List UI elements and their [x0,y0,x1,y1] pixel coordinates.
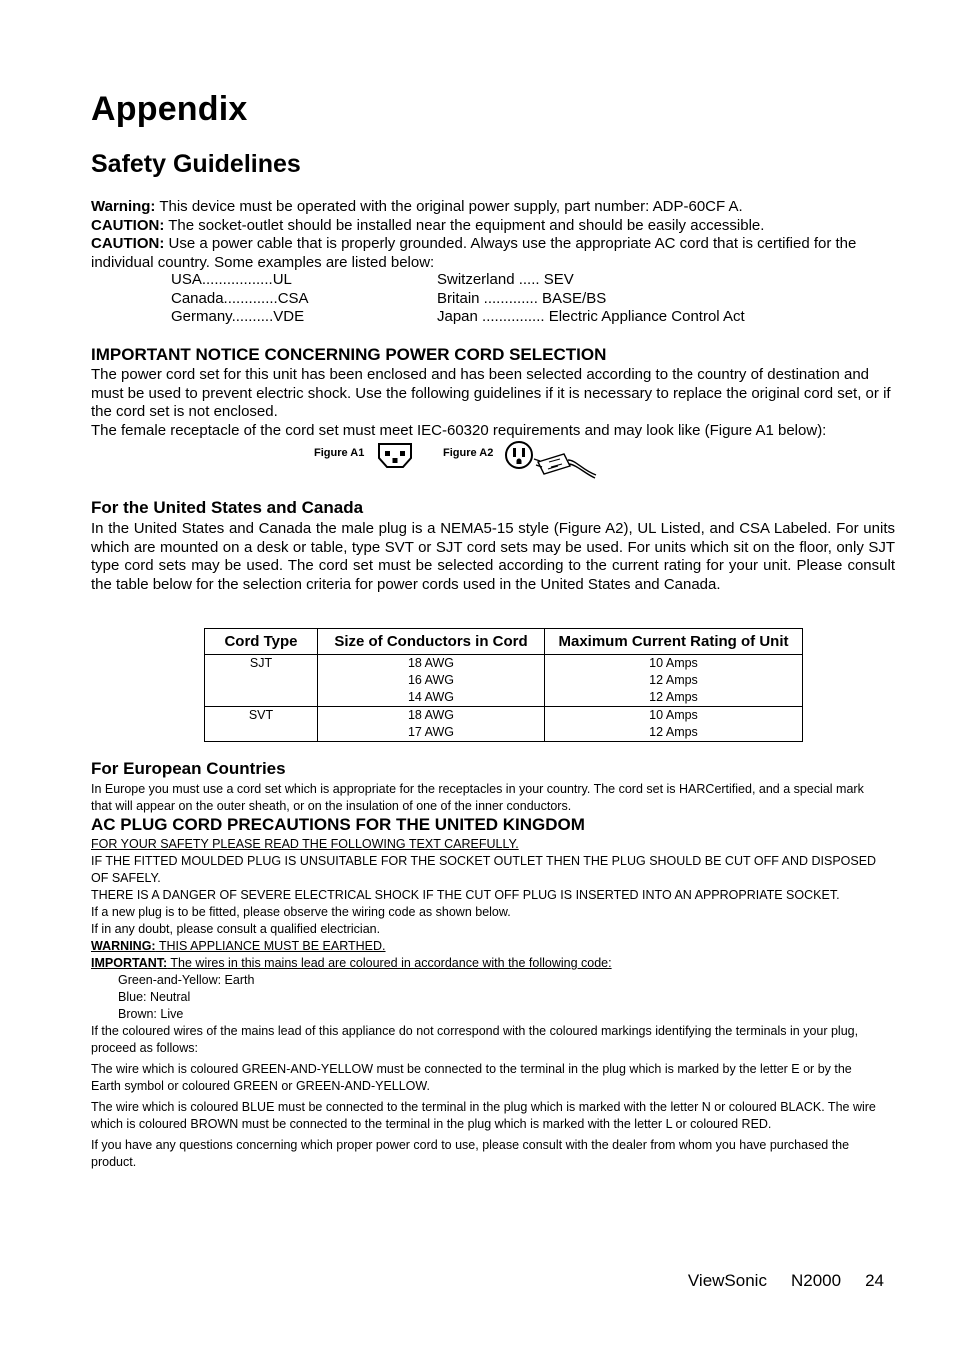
warning-line: Warning: This device must be operated with the original power supply, part number: ADP-60CF A. [91,198,743,215]
list-item: USA.................UL Switzerland ..... SEV [171,271,574,288]
iec-receptacle-icon [376,441,414,469]
conductor-size-cell: 18 AWG 16 AWG 14 AWG [318,655,545,707]
warnings-block [91,198,895,272]
table-row [205,707,803,742]
page-title: Appendix [91,90,248,128]
uk-text: FOR YOUR SAFETY PLEASE READ THE FOLLOWING TEXT CAREFULLY. IF THE FITTED MOULDED PLUG IS UNSUITABLE FOR THE SOCKET OUTLET THEN THE PLUG SHOULD BE CUT OFF AND DISPOSED OF SAFELY. THERE IS A DANGER OF SEVERE ELECTRICAL SHOCK IF THE CUT OFF PLUG IS INSERTED INTO AN APPROPRIATE SOCKET. If a new plug is to be fitted, please observe the wiring code as shown below. If in any doubt, please consult a qualified electrician. WARNING: THIS APPLIANCE MUST BE EARTHED. IMPORTANT: The wires in this mains lead are coloured in accordance with the following code: Green-and-Yellow: Earth Blue: Neutral Brown: Live If the coloured wires of the mains lead of this appliance do not correspond with the coloured markings identifying the terminals in your plug, proceed as follows: The wire which is coloured GREEN-AND-YELLOW must be connected to the terminal in the plug which is marked by the letter E or by the Earth symbol or coloured GREEN or GREEN-AND-YELLOW. The wire which is coloured BLUE must be connected to the terminal in the plug which is marked with the letter N or coloured BLACK. The wire which is coloured BROWN must be connected to the terminal in the plug which is marked with the letter L or coloured RED. If you have any questions concerning which proper power cord to use, please consult with the dealer from whom you have purchased the product. [91,836,881,1171]
column-header: Cord Type [205,629,318,655]
country-standards-list [91,271,895,327]
column-header: Size of Conductors in Cord [318,629,545,655]
cord-type-cell: SVT [205,707,318,742]
section-title: Safety Guidelines [91,150,301,178]
current-rating-cell: 10 Amps 12 Amps [545,707,803,742]
usa-text: In the United States and Canada the male plug is a NEMA5-15 style (Figure A2), UL Listed, and CSA Labeled. For units which are mounted on a desk or table, type SVT or SJT cord sets may be used. For units which sit on the floor, only SJT type cord sets may be used. The cord set must be selected according to the current rating for your unit. Please consult the table below for the selection criteria for power cords used in the United States and Canada. [91,520,895,593]
uk-heading: AC PLUG CORD PRECAUTIONS FOR THE UNITED KINGDOM [91,815,585,834]
figure-a2-label: Figure A2 [443,447,494,459]
brand-name: ViewSonic [687,1271,767,1290]
usa-heading: For the United States and Canada [91,498,364,517]
model-name: N2000 [790,1271,842,1290]
table-row [205,655,803,707]
figure-a1-label: Figure A1 [314,447,365,459]
page-number: 24 [865,1271,884,1290]
caution-line: CAUTION: The socket-outlet should be installed near the equipment and should be easily accessible. [91,216,765,234]
nema-plug-icon [504,440,600,480]
cord-table [204,628,803,742]
page-footer [688,1271,884,1291]
cord-type-cell: SJT [205,655,318,707]
notice-heading: IMPORTANT NOTICE CONCERNING POWER CORD SELECTION [91,345,607,364]
conductor-size-cell: 18 AWG 17 AWG [318,707,545,742]
notice-text: The power cord set for this unit has been enclosed and has been selected according to the country of destination and must be used to prevent electric shock. Use the following guidelines if it is necessary to replace the original cord set, or if the cord set is not enclosed. The female receptacle of the cord set must meet IEC-60320 requirements and may look like (Figure A1 below): [91,366,891,439]
table-header-row [205,629,803,655]
list-item: Canada.............CSA Britain ............. BASE/BS [171,289,607,307]
current-rating-cell: 10 Amps 12 Amps 12 Amps [545,655,803,707]
figures-row [0,440,954,480]
europe-heading: For European Countries [91,759,286,778]
list-item: Blue: Neutral [118,990,191,1004]
earthed-warning: WARNING: THIS APPLIANCE MUST BE EARTHED. [91,939,386,953]
list-item: Germany..........VDE Japan ............... Electric Appliance Control Act [171,308,745,326]
column-header: Maximum Current Rating of Unit [545,629,803,655]
caution-line: CAUTION: Use a power cable that is properly grounded. Always use the appropriate AC cord that is certified for the individual country. Some examples are listed below: [91,235,857,271]
list-item: Brown: Live [118,1007,184,1021]
wire-code-note: IMPORTANT: The wires in this mains lead are coloured in accordance with the following code: [91,956,612,970]
list-item: Green-and-Yellow: Earth [118,973,255,987]
europe-text: In Europe you must use a cord set which is appropriate for the receptacles in your country. The cord set is HARCertified, and a special mark that will appear on the outer sheath, or on the insulation of one of the inner conductors. [91,782,864,813]
